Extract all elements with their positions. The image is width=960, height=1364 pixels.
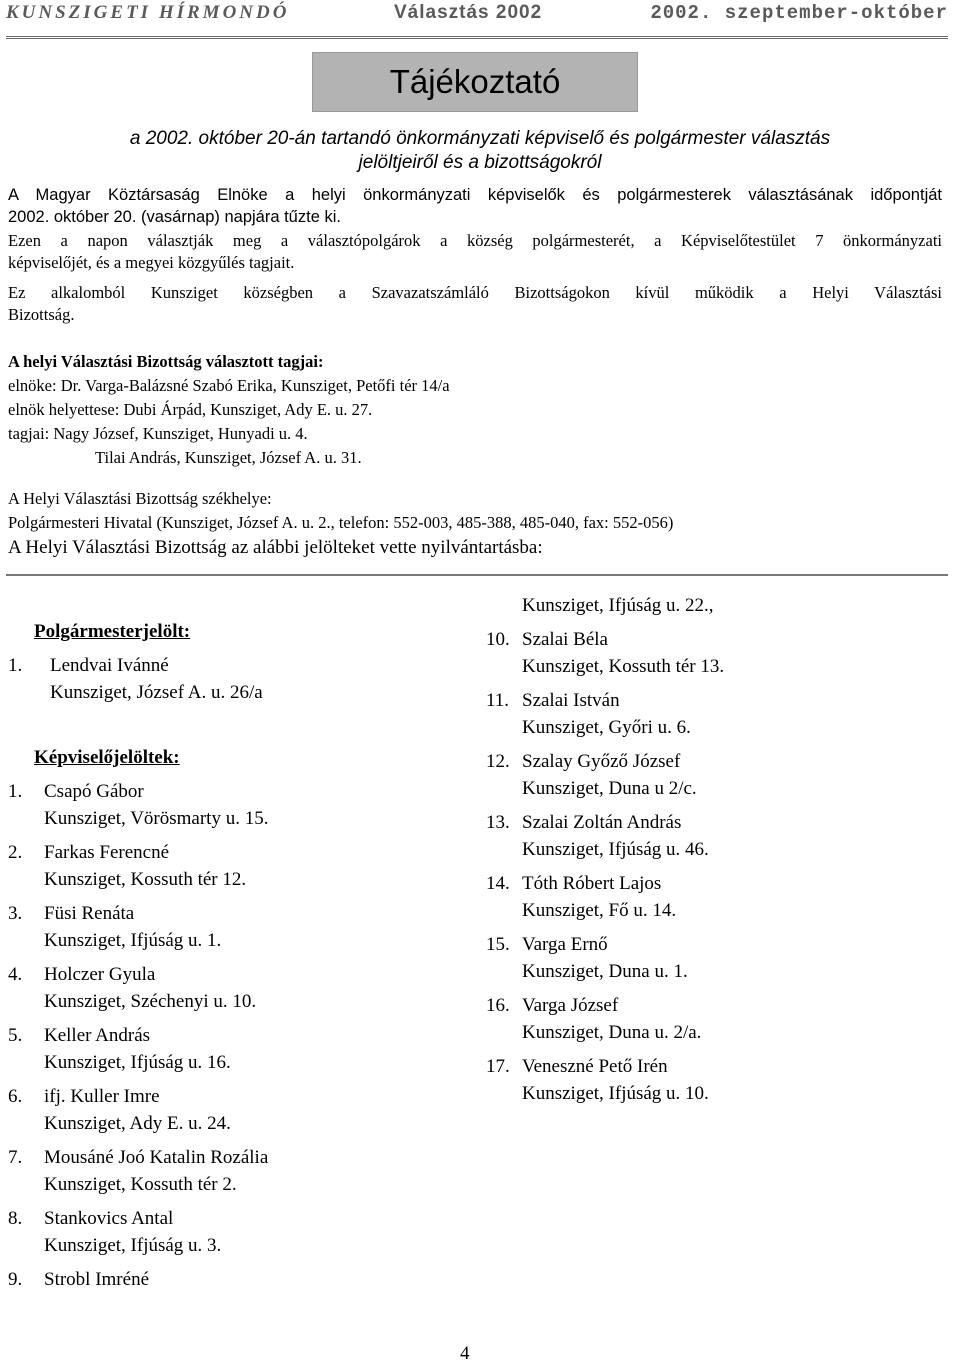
candidate-item [486, 931, 926, 985]
paragraph-line: Bizottság. [8, 305, 75, 324]
candidate-address: Kunsziget, Kossuth tér 2. [44, 1174, 237, 1195]
masthead [6, 0, 948, 28]
candidate-number: 12. [486, 751, 510, 772]
candidate-name: Szalai Béla [522, 629, 608, 650]
candidate-address: Kunsziget, Ifjúság u. 16. [44, 1052, 231, 1073]
committee-seat [8, 487, 673, 535]
candidate-number: 15. [486, 934, 510, 955]
candidate-name: Holczer Gyula [44, 964, 156, 985]
candidate-address: Kunsziget, Ifjúság u. 10. [522, 1083, 709, 1104]
candidate-number: 16. [486, 995, 510, 1016]
paragraph-line: képviselőjét, és a megyei közgyűlés tagjait. [8, 253, 295, 272]
candidate-name: Strobl Imréné [44, 1269, 150, 1290]
paragraph-line: 2002. október 20. (vasárnap) napjára tűzte ki. [8, 208, 341, 226]
paragraph-line: Ezen a napon választják meg a választópolgárok a község polgármesterét, a Képviselőtestület 7 önkormányzati [8, 231, 942, 250]
mayor-candidate [8, 652, 448, 706]
candidate-name: Stankovics Antal [44, 1208, 174, 1229]
paragraph-line: Ez alkalomból Kunsziget községben a Szavazatszámláló Bizottságokon kívül működik a Helyi Választási [8, 283, 942, 302]
subtitle-line-2: jelöltjeiről és a bizottságokról [358, 152, 602, 173]
committee-members [8, 350, 450, 470]
candidate-name: Varga József [522, 995, 619, 1016]
candidate-address: Kunsziget, Ifjúság u. 3. [44, 1235, 222, 1256]
section-divider [6, 574, 948, 576]
candidate-item [486, 748, 926, 802]
candidate-item [8, 778, 448, 832]
candidate-item [8, 1266, 448, 1293]
candidate-item [486, 992, 926, 1046]
candidate-name: Szalai István [522, 690, 620, 711]
candidate-item [8, 1083, 448, 1137]
candidate-address: Kunsziget, Fő u. 14. [522, 900, 677, 921]
candidate-address-continued: Kunsziget, Ifjúság u. 22., [522, 595, 714, 616]
paragraph-election-scope [8, 230, 942, 274]
candidate-address: Kunsziget, Duna u. 2/a. [522, 1022, 702, 1043]
candidate-name: Szalai Zoltán András [522, 812, 682, 833]
candidate-address: Kunsziget, Duna u. 1. [522, 961, 688, 982]
candidate-item [486, 1053, 926, 1107]
seat-address: Polgármesteri Hivatal (Kunsziget, József A. u. 2., telefon: 552-003, 485-388, 485-040, fax: 552-056) [8, 513, 674, 532]
candidate-name: Veneszné Pető Irén [522, 1056, 668, 1077]
mayor-heading: Polgármesterjelölt: [34, 621, 191, 642]
candidate-item [8, 961, 448, 1015]
candidate-item [486, 687, 926, 741]
header-divider [6, 36, 948, 39]
paragraph-election-date [8, 184, 942, 228]
candidate-address: Kunsziget, Győri u. 6. [522, 717, 691, 738]
committee-chair: elnöke: Dr. Varga-Balázsné Szabó Erika, Kunsziget, Petőfi tér 14/a [8, 376, 450, 395]
candidate-name: Mousáné Joó Katalin Rozália [44, 1147, 269, 1168]
candidate-name: Szalay Győző József [522, 751, 681, 772]
candidate-number: 5. [8, 1025, 23, 1046]
candidate-address: Kunsziget, Széchenyi u. 10. [44, 991, 257, 1012]
candidate-name: Tóth Róbert Lajos [522, 873, 662, 894]
candidate-item [8, 1144, 448, 1198]
publication-name: KUNSZIGETI HÍRMONDÓ [6, 2, 290, 23]
candidate-item [8, 900, 448, 954]
committee-deputy: elnök helyettese: Dubi Árpád, Kunsziget, Ady E. u. 27. [8, 400, 373, 419]
candidate-number: 3. [8, 903, 23, 924]
candidate-name: Keller András [44, 1025, 151, 1046]
issue-date: 2002. szeptember-október [650, 2, 948, 24]
candidate-address: Kunsziget, Ifjúság u. 1. [44, 930, 222, 951]
title-box [312, 52, 638, 112]
candidate-number: 17. [486, 1056, 510, 1077]
candidate-name: Varga Ernő [522, 934, 608, 955]
paragraph-committee-intro [8, 282, 942, 326]
candidates-left-column [8, 618, 448, 1300]
candidate-number: 7. [8, 1147, 23, 1168]
candidate-name: Csapó Gábor [44, 781, 144, 802]
candidate-number: 8. [8, 1208, 23, 1229]
page-number: 4 [460, 1343, 470, 1364]
candidates-intro: A Helyi Választási Bizottság az alábbi jelölteket vette nyilvántartásba: [8, 537, 543, 558]
candidate-number: 11. [486, 690, 510, 711]
candidate-item [486, 870, 926, 924]
candidate-name: Lendvai Ivánné [50, 655, 169, 676]
candidate-number: 1. [8, 781, 23, 802]
candidate-item [8, 1022, 448, 1076]
subtitle-line-1: a 2002. október 20-án tartandó önkormányzati képviselő és polgármester választás [129, 128, 831, 149]
candidate-address: Kunsziget, Duna u 2/c. [522, 778, 697, 799]
candidate-number: 1. [8, 655, 23, 676]
candidate-name: Farkas Ferencné [44, 842, 170, 863]
committee-member: tagjai: Nagy József, Kunsziget, Hunyadi u. 4. [8, 424, 308, 443]
candidate-item [486, 809, 926, 863]
representatives-heading: Képviselőjelöltek: [34, 747, 180, 768]
candidate-address: Kunsziget, József A. u. 26/a [50, 682, 263, 703]
candidate-number: 10. [486, 629, 510, 650]
candidate-name: Füsi Renáta [44, 903, 135, 924]
candidate-item [8, 839, 448, 893]
candidate-address: Kunsziget, Kossuth tér 13. [522, 656, 725, 677]
paragraph-line: A Magyar Köztársaság Elnöke a helyi önkormányzati képviselők és polgármesterek választásának időpontját [8, 186, 942, 204]
candidate-number: 4. [8, 964, 23, 985]
page-title: Tájékoztató [389, 63, 561, 100]
candidate-number: 9. [8, 1269, 23, 1290]
committee-heading: A helyi Választási Bizottság választott tagjai: [8, 352, 324, 371]
candidate-number: 6. [8, 1086, 23, 1107]
candidate-address: Kunsziget, Ady E. u. 24. [44, 1113, 231, 1134]
candidate-address: Kunsziget, Vörösmarty u. 15. [44, 808, 269, 829]
issue-topic: Választás 2002 [394, 2, 543, 23]
candidate-number: 13. [486, 812, 510, 833]
candidate-name: ifj. Kuller Imre [44, 1086, 160, 1107]
candidates-right-column [486, 592, 926, 1114]
committee-member: Tilai András, Kunsziget, József A. u. 31. [95, 448, 362, 467]
candidate-item [8, 1205, 448, 1259]
seat-label: A Helyi Választási Bizottság székhelye: [8, 489, 272, 508]
candidate-address: Kunsziget, Kossuth tér 12. [44, 869, 247, 890]
candidate-number: 14. [486, 873, 510, 894]
candidate-number: 2. [8, 842, 23, 863]
candidate-item [486, 626, 926, 680]
candidate-address: Kunsziget, Ifjúság u. 46. [522, 839, 709, 860]
